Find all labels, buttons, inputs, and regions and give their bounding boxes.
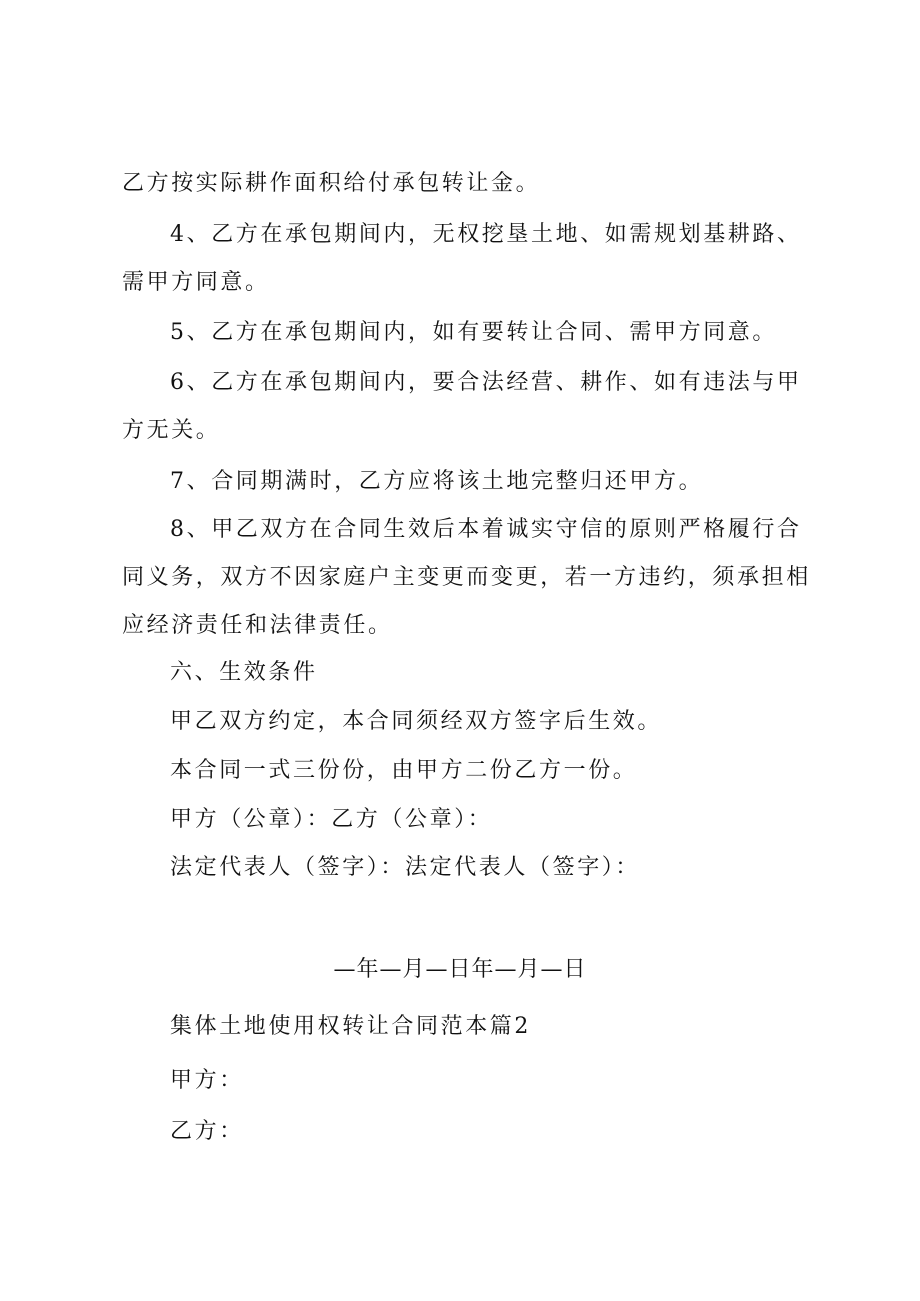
clause-5: 5、乙方在承包期间内，如有要转让合同、需甲方同意。 bbox=[170, 320, 777, 345]
seal-line: 甲方（公章）：乙方（公章）： bbox=[170, 807, 493, 832]
clause-8: 8、甲乙双方在合同生效后本着诚实守信的原则严格履行合同义务，双方不因家庭户主变更而变更，若一方违约，须承担相应经济责任和法律责任。 bbox=[122, 517, 811, 638]
date-line: —年—月—日年—月—日 bbox=[333, 957, 587, 982]
clause-6: 6、乙方在承包期间内，要合法经营、耕作、如有违法与甲方无关。 bbox=[122, 370, 802, 443]
effect-agreement-line: 甲乙双方约定，本合同须经双方签字后生效。 bbox=[170, 709, 663, 734]
clause-7: 7、合同期满时，乙方应将该土地完整归还甲方。 bbox=[170, 469, 704, 494]
representative-signature-line: 法定代表人（签字）：法定代表人（签字）： bbox=[170, 855, 641, 880]
party-a-label: 甲方： bbox=[170, 1068, 244, 1093]
paragraph-continuation: 乙方按实际耕作面积给付承包转让金。 bbox=[122, 171, 541, 196]
clause-4: 4、乙方在承包期间内，无权挖垦土地、如需规划基耕路、需甲方同意。 bbox=[122, 222, 802, 295]
party-b-label: 乙方： bbox=[170, 1119, 244, 1144]
copies-line: 本合同一式三份份，由甲方二份乙方一份。 bbox=[170, 758, 638, 783]
next-contract-title: 集体土地使用权转让合同范本篇2 bbox=[170, 1014, 531, 1039]
section-title-effect-conditions: 六、生效条件 bbox=[170, 660, 318, 685]
